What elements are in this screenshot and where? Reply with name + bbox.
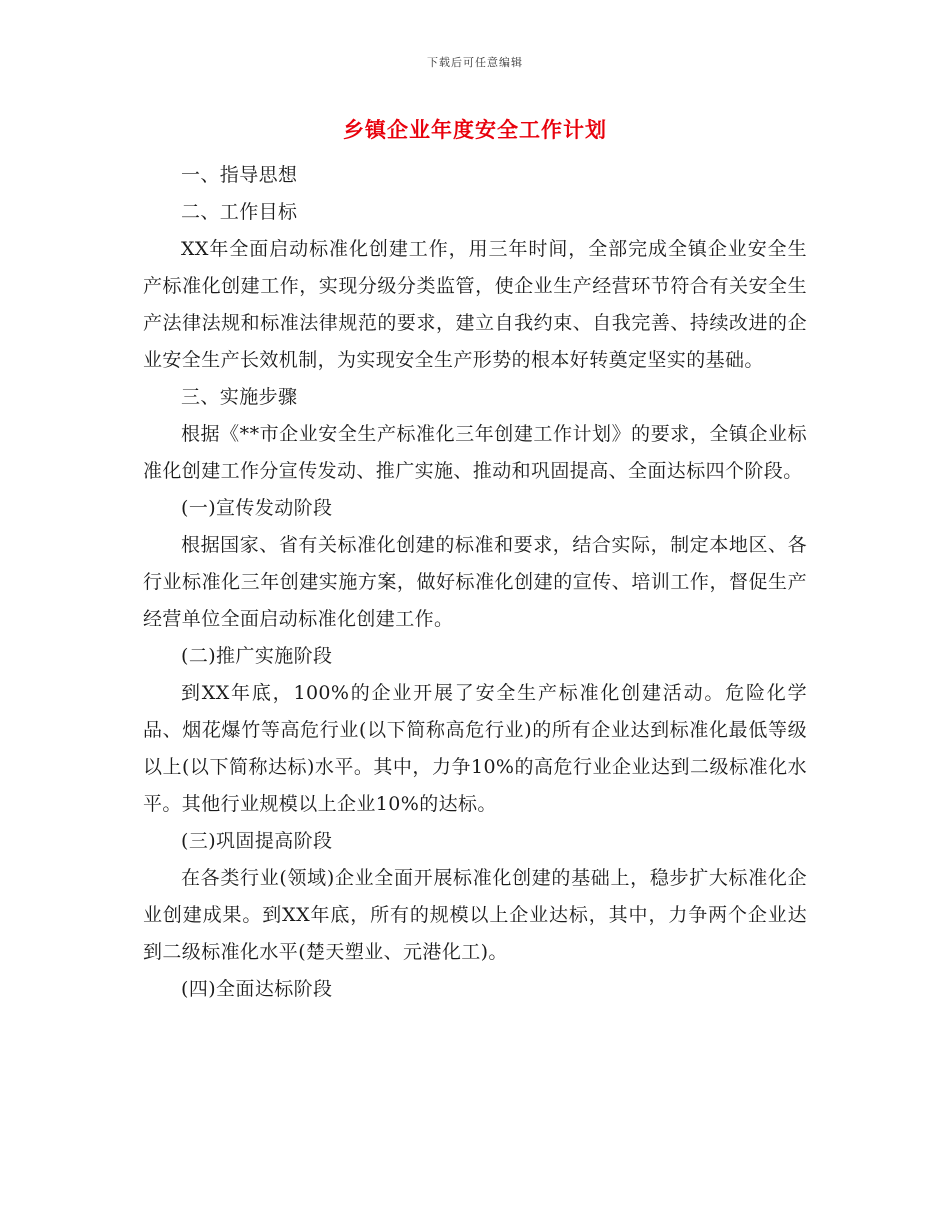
- header-note: 下载后可任意编辑: [427, 56, 523, 69]
- section-heading-guiding-thought: 一、指导思想: [181, 164, 298, 186]
- subheading-stage-4: (四)全面达标阶段: [181, 978, 333, 1000]
- paragraph-implementation-steps: 根据《**市企业安全生产标准化三年创建工作计划》的要求，全镇企业标准化创建工作分宣传发动、推广实施、推动和巩固提高、全面达标四个阶段。: [143, 423, 807, 482]
- paragraph-work-goals: XX年全面启动标准化创建工作，用三年时间，全部完成全镇企业安全生产标准化创建工作，实现分级分类监管，使企业生产经营环节符合有关安全生产法律法规和标准法律规范的要求，建立自我约束、自我完善、持续改进的企业安全生产长效机制，为实现安全生产形势的根本好转奠定坚实的基础。: [143, 238, 807, 371]
- paragraph-stage-1: 根据国家、省有关标准化创建的标准和要求，结合实际，制定本地区、各行业标准化三年创建实施方案，做好标准化创建的宣传、培训工作，督促生产经营单位全面启动标准化创建工作。: [143, 534, 807, 630]
- paragraph-stage-2: 到XX年底，100%的企业开展了安全生产标准化创建活动。危险化学品、烟花爆竹等高危行业(以下简称高危行业)的所有企业达到标准化最低等级以上(以下简称达标)水平。其中，力争10%的高危行业企业达到二级标准化水平。其他行业规模以上企业10%的达标。: [143, 682, 807, 815]
- subheading-stage-1: (一)宣传发动阶段: [181, 497, 333, 519]
- paragraph-stage-3: 在各类行业(领域)企业全面开展标准化创建的基础上，稳步扩大标准化企业创建成果。到XX年底，所有的规模以上企业达标，其中，力争两个企业达到二级标准化水平(楚天塑业、元港化工)。: [143, 867, 807, 963]
- subheading-stage-2: (二)推广实施阶段: [181, 645, 333, 667]
- document-body: [143, 157, 807, 1008]
- subheading-stage-3: (三)巩固提高阶段: [181, 830, 333, 852]
- section-heading-implementation-steps: 三、实施步骤: [181, 386, 298, 408]
- page-title: 乡镇企业年度安全工作计划: [343, 118, 607, 142]
- section-heading-work-goals: 二、工作目标: [181, 201, 298, 223]
